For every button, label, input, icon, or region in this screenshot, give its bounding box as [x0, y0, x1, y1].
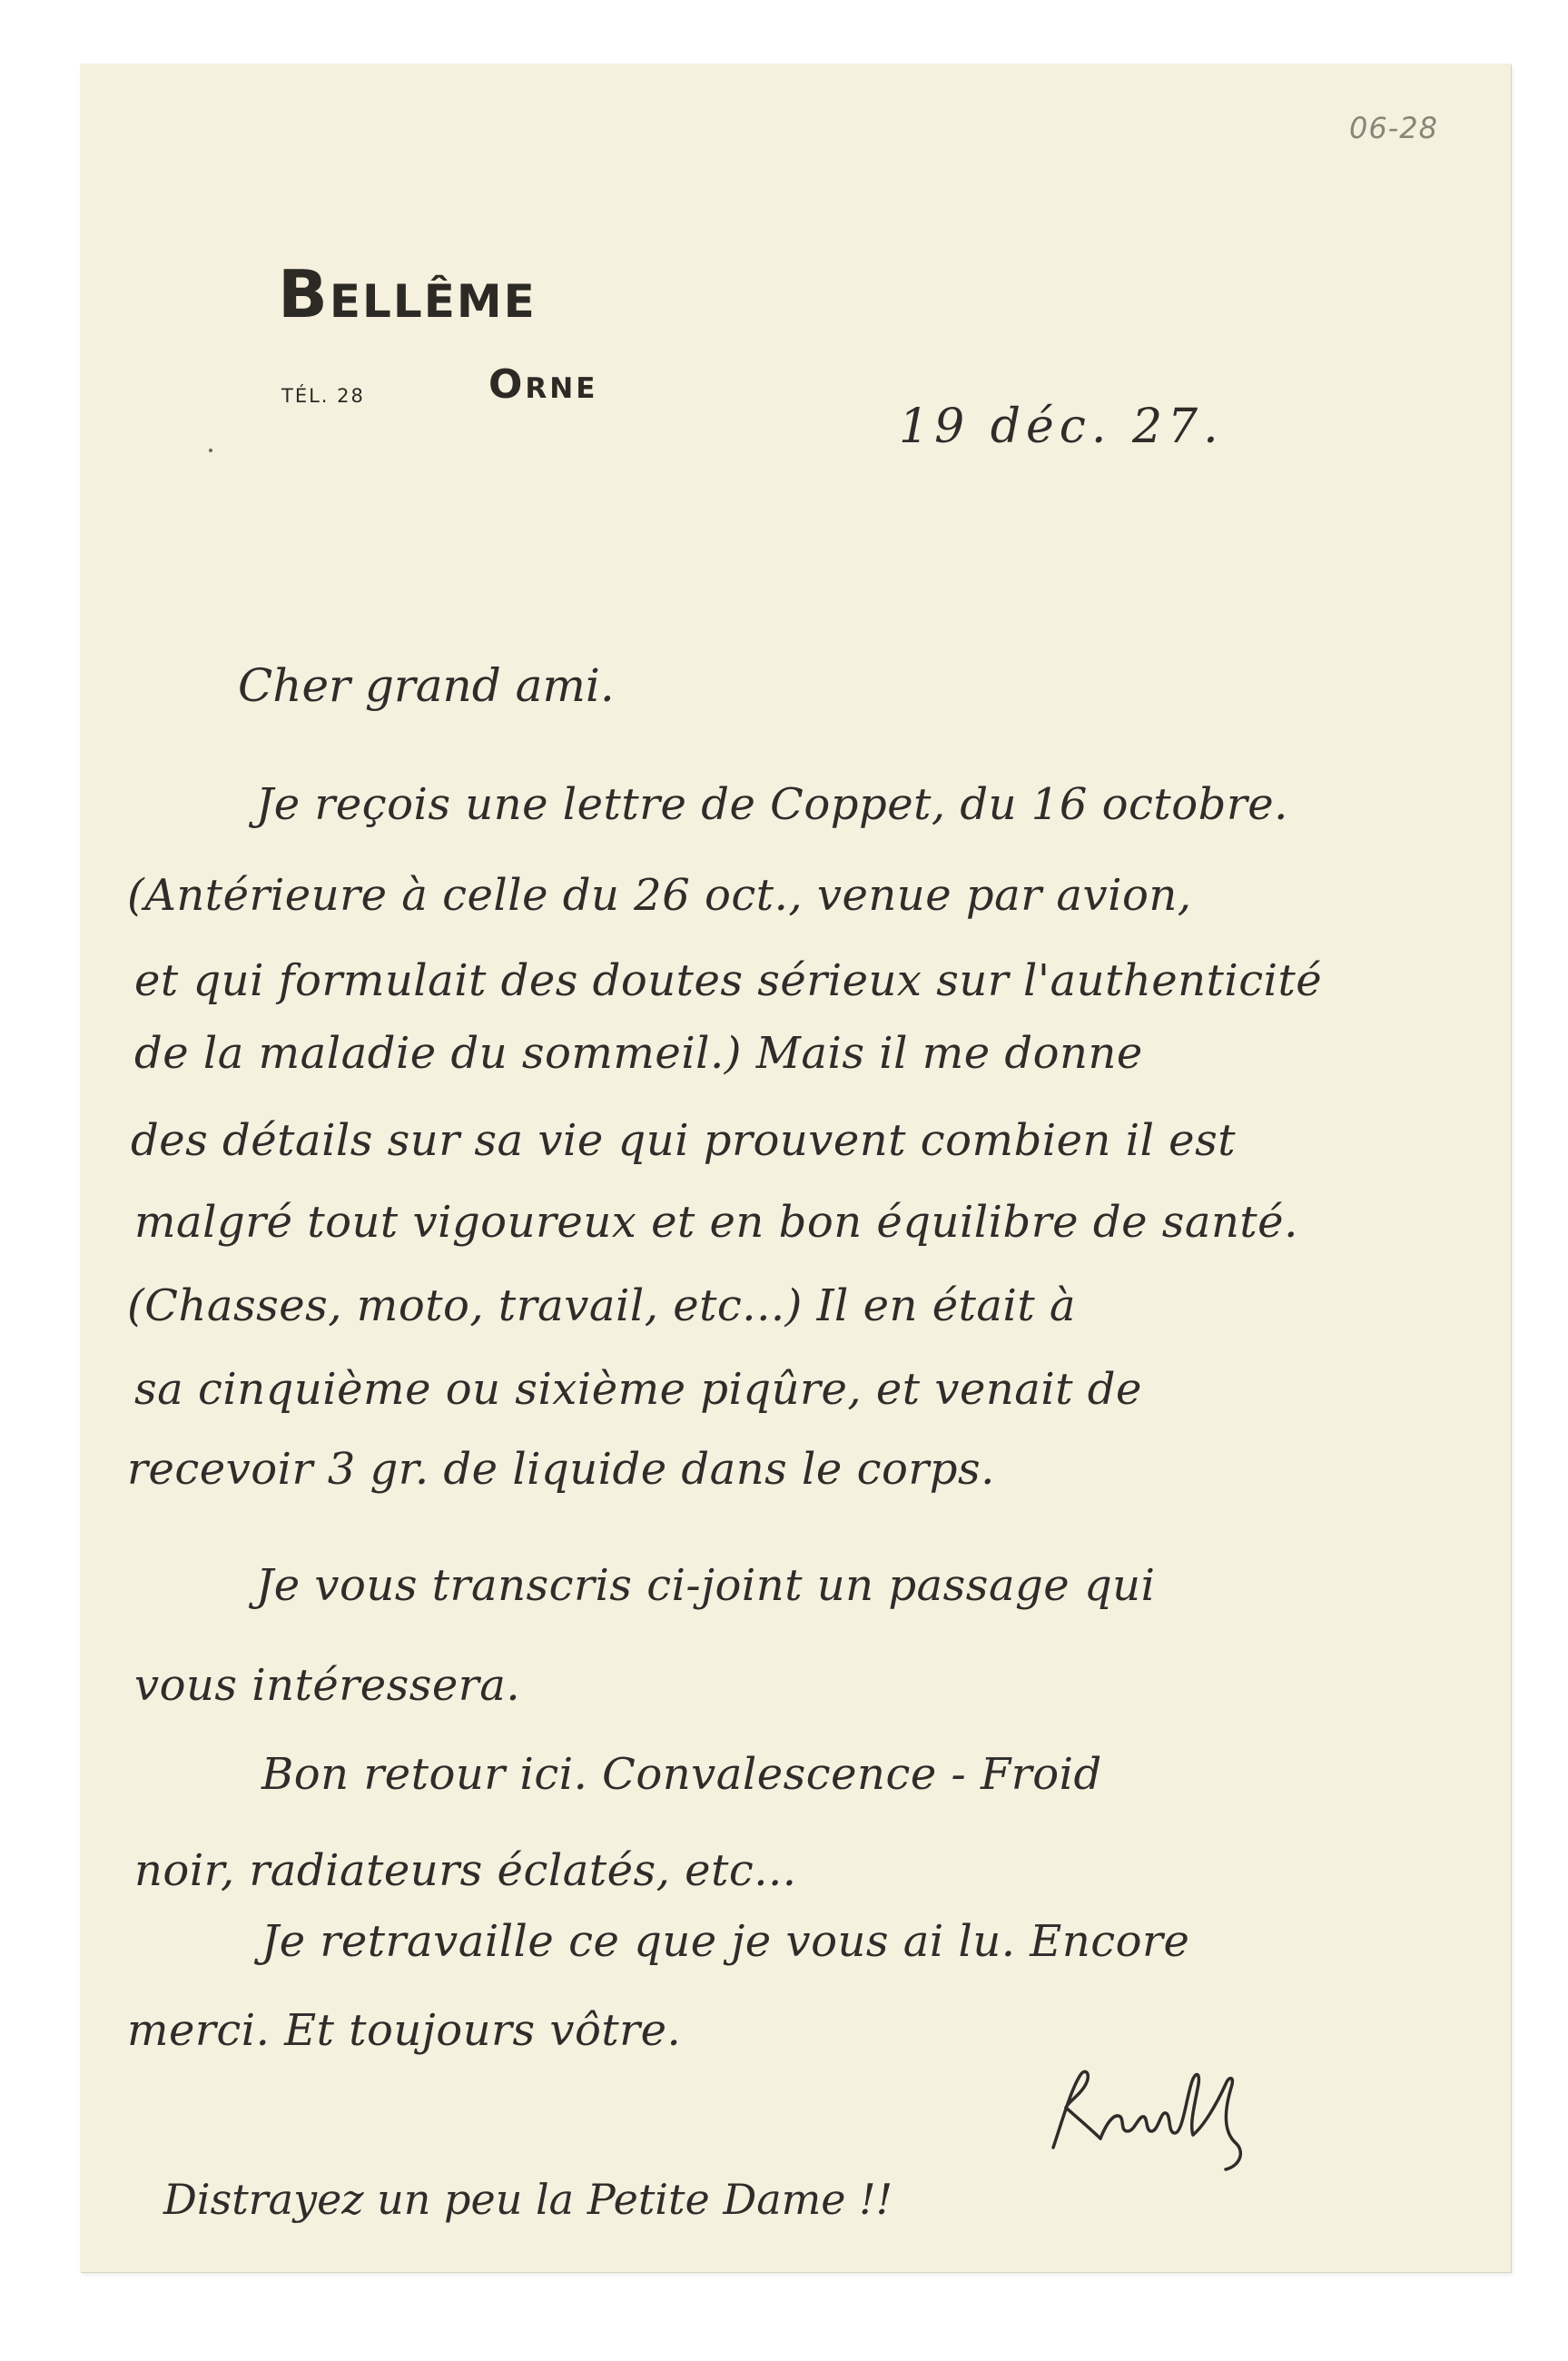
body-line: Je retravaille ce que je vous ai lu. Encore [261, 1916, 1190, 1967]
stray-dot-mark [209, 449, 212, 452]
letter-date: 19 déc. 27. [899, 400, 1224, 454]
body-line: Je reçois une lettre de Coppet, du 16 octobre. [256, 779, 1288, 830]
body-line: recevoir 3 gr. de liquide dans le corps. [127, 1444, 995, 1495]
body-line: malgré tout vigoureux et en bon équilibre de santé. [134, 1197, 1298, 1248]
letterhead-town: Bellême [278, 256, 537, 332]
postscript: Distrayez un peu la Petite Dame !! [163, 2175, 893, 2224]
letterhead-department: Orne [488, 361, 598, 408]
salutation: Cher grand ami. [238, 659, 615, 712]
body-line: et qui formulait des doutes sérieux sur l'authenticité [134, 955, 1323, 1006]
body-line: de la maladie du sommeil.) Mais il me donne [134, 1028, 1143, 1079]
body-line: sa cinquième ou sixième piqûre, et venait de [134, 1364, 1142, 1415]
body-line: Je vous transcris ci-joint un passage qui [256, 1560, 1156, 1611]
body-line: vous intéressera. [134, 1660, 521, 1711]
body-line: Bon retour ici. Convalescence - Froid [261, 1749, 1102, 1800]
body-line: noir, radiateurs éclatés, etc... [134, 1845, 797, 1896]
letterhead-telephone: TÉL. 28 [281, 385, 365, 407]
body-line: (Chasses, moto, travail, etc...) Il en était à [127, 1280, 1077, 1331]
body-line: (Antérieure à celle du 26 oct., venue par avion, [127, 870, 1192, 921]
body-line: merci. Et toujours vôtre. [127, 2005, 682, 2056]
body-line: des détails sur sa vie qui prouvent combien il est [131, 1115, 1237, 1166]
archive-number: 06-28 [1349, 111, 1438, 145]
handwritten-signature [1044, 2048, 1280, 2175]
